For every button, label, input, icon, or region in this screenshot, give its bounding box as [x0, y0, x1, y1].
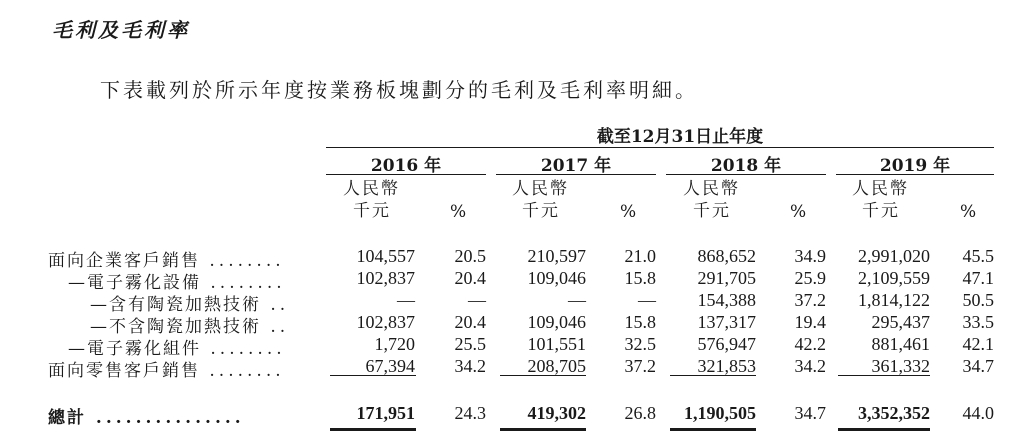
amount-cell: 137,317: [697, 312, 756, 332]
percent-cell: 44.0: [962, 403, 994, 423]
year-header-2018: 2018 年: [710, 156, 782, 176]
amount-cell: 2,991,020: [858, 246, 930, 266]
row-label-text: 面向零售客戶銷售: [48, 361, 200, 381]
amount-cell: 102,837: [356, 312, 415, 332]
row-label-text: —電子霧化組件: [68, 339, 201, 359]
year-rule-2019: [836, 174, 994, 175]
amount-cell: 1,814,122: [858, 290, 930, 310]
percent-cell: 25.5: [454, 334, 486, 354]
percent-cell: 37.2: [624, 356, 656, 376]
leader-dots: ..: [261, 317, 290, 337]
intro-text: 下表載列於所示年度按業務板塊劃分的毛利及毛利率明細。: [100, 78, 698, 102]
percent-cell: —: [468, 290, 486, 310]
percent-cell: 20.4: [454, 312, 486, 332]
amount-cell: 2,109,559: [858, 268, 930, 288]
leader-dots: ........: [200, 361, 285, 381]
percent-cell: 34.2: [794, 356, 826, 376]
amount-cell: 291,705: [697, 268, 756, 288]
percent-cell: 34.7: [794, 403, 826, 423]
pct-header-2019: %: [960, 202, 977, 222]
total-rule-2018: [670, 428, 756, 431]
pct-header-2016: %: [450, 202, 467, 222]
unit-header-2016: [343, 178, 400, 222]
percent-cell: 19.4: [794, 312, 826, 332]
percent-cell: 34.7: [962, 356, 994, 376]
year-header-2017: 2017 年: [540, 156, 612, 176]
unit-currency: 人民幣: [852, 179, 909, 199]
row-label-text: —不含陶瓷加熱技術: [90, 317, 261, 337]
percent-cell: 37.2: [794, 290, 826, 310]
amount-cell: 361,332: [871, 356, 930, 376]
year-header-2016: 2016 年: [370, 156, 442, 176]
row-label-text: 總計: [48, 408, 86, 428]
leader-dots: ..: [261, 295, 290, 315]
amount-cell: 210,597: [527, 246, 586, 266]
total-rule-2016: [330, 428, 416, 431]
percent-cell: 26.8: [624, 403, 656, 423]
year-rule-2016: [326, 174, 486, 175]
amount-cell: 3,352,352: [858, 403, 930, 423]
unit-thousands: 千元: [862, 201, 900, 221]
percent-cell: —: [638, 290, 656, 310]
sum-rule-2019: [838, 375, 930, 376]
percent-cell: 25.9: [794, 268, 826, 288]
leader-dots: ........: [201, 339, 286, 359]
sum-rule-2016: [330, 375, 416, 376]
amount-cell: 102,837: [356, 268, 415, 288]
amount-cell: 419,302: [527, 403, 586, 423]
year-rule-2017: [496, 174, 656, 175]
total-rule-2017: [500, 428, 586, 431]
percent-cell: 32.5: [624, 334, 656, 354]
amount-cell: 576,947: [697, 334, 756, 354]
percent-cell: 34.9: [794, 246, 826, 266]
year-rule-2018: [666, 174, 826, 175]
row-label-text: —含有陶瓷加熱技術: [90, 295, 261, 315]
row-label: [48, 356, 285, 381]
leader-dots: ........: [200, 251, 285, 271]
percent-cell: 50.5: [962, 290, 994, 310]
sum-rule-2018: [670, 375, 756, 376]
unit-header-2019: [852, 178, 909, 222]
unit-thousands: 千元: [353, 201, 391, 221]
amount-cell: —: [397, 290, 415, 310]
percent-cell: 45.5: [962, 246, 994, 266]
row-label-text: —電子霧化設備: [68, 273, 201, 293]
unit-header-2018: [683, 178, 740, 222]
amount-cell: 1,190,505: [684, 403, 756, 423]
total-label: [48, 403, 245, 428]
amount-cell: 171,951: [356, 403, 415, 423]
row-label-text: 面向企業客戶銷售: [48, 251, 200, 271]
pct-header-2017: %: [620, 202, 637, 222]
amount-cell: 104,557: [356, 246, 415, 266]
amount-cell: 321,853: [697, 356, 756, 376]
unit-currency: 人民幣: [683, 179, 740, 199]
percent-cell: 42.2: [794, 334, 826, 354]
amount-cell: 109,046: [527, 312, 586, 332]
unit-currency: 人民幣: [512, 179, 569, 199]
amount-cell: 295,437: [871, 312, 930, 332]
amount-cell: 109,046: [527, 268, 586, 288]
unit-currency: 人民幣: [343, 179, 400, 199]
percent-cell: 33.5: [962, 312, 994, 332]
year-header-2019: 2019 年: [879, 156, 951, 176]
percent-cell: 20.5: [454, 246, 486, 266]
percent-cell: 47.1: [962, 268, 994, 288]
percent-cell: 21.0: [624, 246, 656, 266]
percent-cell: 34.2: [454, 356, 486, 376]
percent-cell: 24.3: [454, 403, 486, 423]
amount-cell: —: [568, 290, 586, 310]
percent-cell: 42.1: [962, 334, 994, 354]
unit-thousands: 千元: [693, 201, 731, 221]
period-header: 截至12月31日止年度: [596, 127, 764, 147]
percent-cell: 20.4: [454, 268, 486, 288]
pct-header-2018: %: [790, 202, 807, 222]
leader-dots: ........: [201, 273, 286, 293]
percent-cell: 15.8: [624, 312, 656, 332]
unit-header-2017: [512, 178, 569, 222]
period-header-rule: [326, 147, 994, 148]
amount-cell: 67,394: [365, 356, 415, 376]
leader-dots: ...............: [86, 408, 245, 428]
unit-thousands: 千元: [522, 201, 560, 221]
amount-cell: 1,720: [374, 334, 415, 354]
section-title: 毛利及毛利率: [52, 18, 190, 42]
amount-cell: 208,705: [527, 356, 586, 376]
amount-cell: 881,461: [871, 334, 930, 354]
percent-cell: 15.8: [624, 268, 656, 288]
sum-rule-2017: [500, 375, 586, 376]
amount-cell: 154,388: [697, 290, 756, 310]
total-rule-2019: [838, 428, 930, 431]
amount-cell: 101,551: [527, 334, 586, 354]
amount-cell: 868,652: [697, 246, 756, 266]
